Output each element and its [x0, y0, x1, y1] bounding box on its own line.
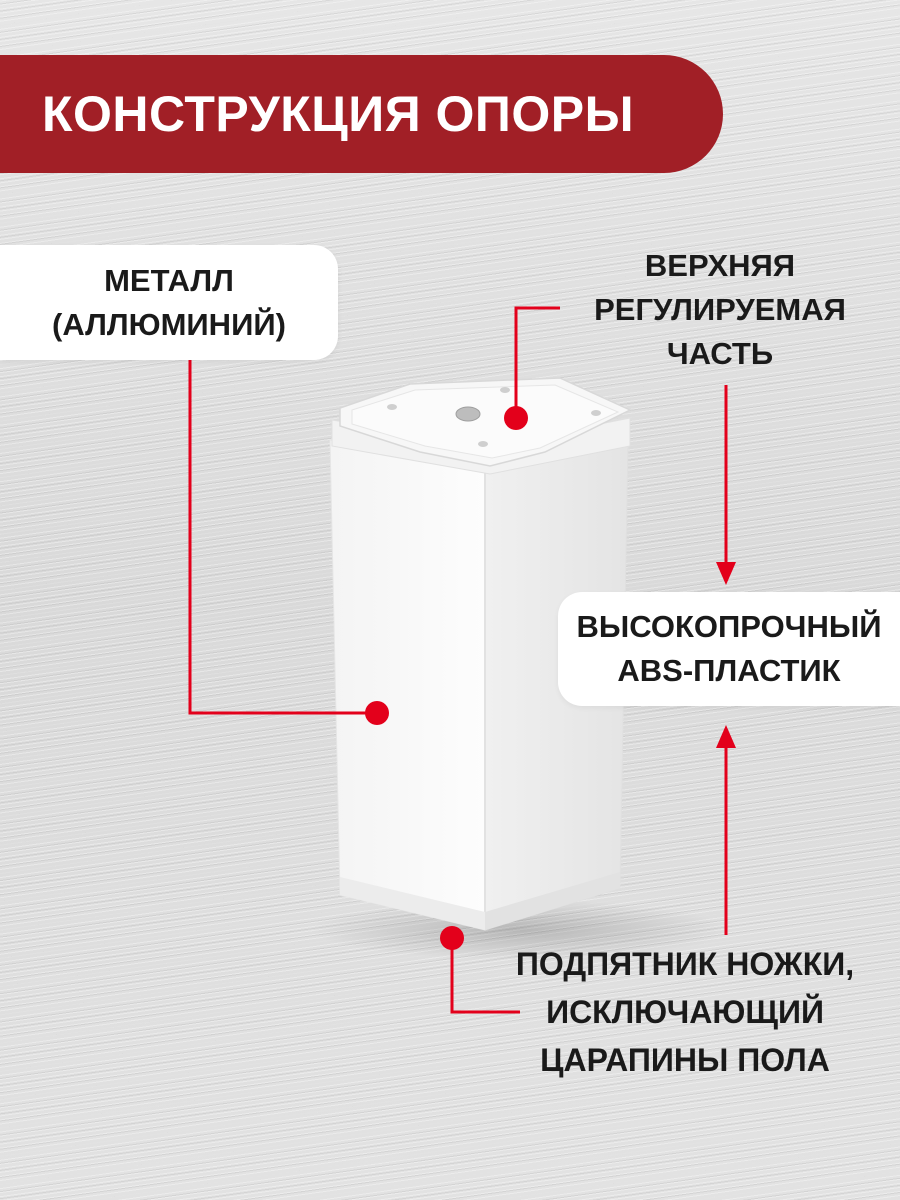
label-plastic-line1: ВЫСОКОПРОЧНЫЙ	[576, 609, 882, 644]
arrow-head-up	[716, 725, 736, 748]
pointer-dot-top-part	[504, 406, 528, 430]
pointer-dot-metal	[365, 701, 389, 725]
banner-title: КОНСТРУКЦИЯ ОПОРЫ	[42, 86, 635, 142]
screw-hole	[478, 441, 488, 447]
label-foot-pad-line1: ПОДПЯТНИК НОЖКИ,	[515, 946, 855, 982]
label-foot-pad-line3: ЦАРАПИНЫ ПОЛА	[540, 1042, 830, 1078]
screw-hole	[387, 404, 397, 410]
label-metal	[0, 245, 338, 360]
label-foot-pad-line2: ИСКЛЮЧАЮЩИЙ	[546, 994, 824, 1030]
label-top-part-line3: ЧАСТЬ	[666, 336, 774, 371]
leg-front-face	[330, 440, 485, 930]
label-top-part-line1: ВЕРХНЯЯ	[644, 248, 796, 283]
label-plastic	[558, 592, 900, 706]
label-top-part-line2: РЕГУЛИРУЕМАЯ	[594, 292, 846, 327]
screw-hole	[500, 387, 510, 393]
pointer-dot-foot-pad	[440, 926, 464, 950]
arrow-head-down	[716, 562, 736, 585]
screw-hole	[591, 410, 601, 416]
label-metal-line1: МЕТАЛЛ	[104, 262, 234, 298]
label-top-part	[560, 244, 880, 376]
label-foot-pad	[480, 940, 890, 1084]
center-hole	[456, 407, 480, 421]
label-metal-line2: (АЛЛЮМИНИЙ)	[52, 306, 286, 342]
label-plastic-line2: ABS-ПЛАСТИК	[617, 653, 841, 688]
